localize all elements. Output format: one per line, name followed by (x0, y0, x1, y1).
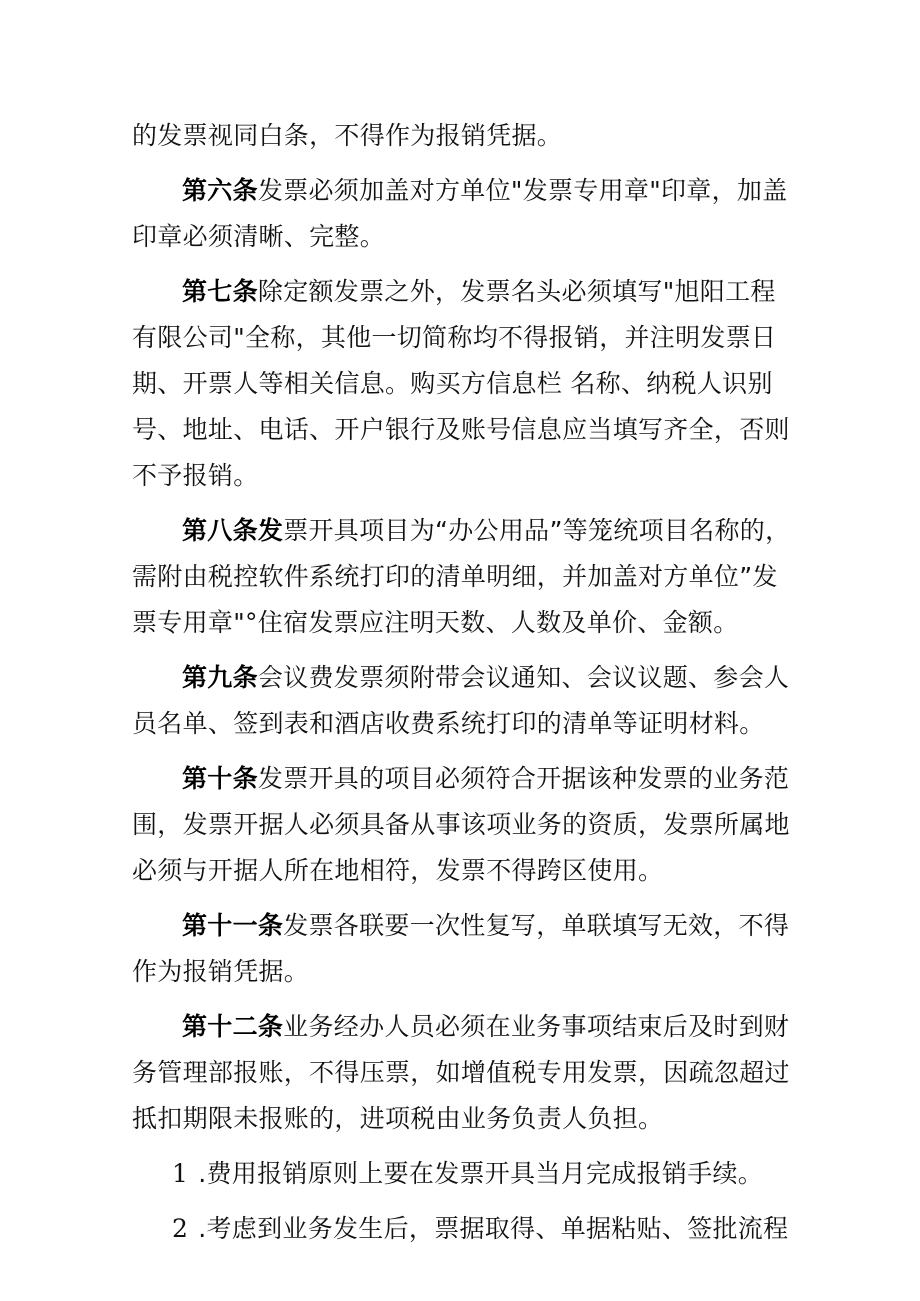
document-body (132, 113, 797, 1252)
article-7 (132, 269, 797, 499)
article-text: 业务经办人员必须在业务事项结束后及时到财务管理部报账，不得压票，如增值税专用发票，因疏忽超过抵扣期限未报账的，进项税由业务负责人负担。 (132, 1012, 790, 1133)
article-text: 发票各联要一次性复写，单联填写无效，不得作为报销凭据。 (132, 911, 790, 986)
list-item-1 (132, 1151, 797, 1197)
article-text: 除定额发票之外，发票名头必须填写"旭阳工程有限公司"全称，其他一切简称均不得报销，并注明发票日期、开票人等相关信息。购买方信息栏 名称、纳税人识别号、地址、电话、开户银行及账号信息应当填写齐全，否则不予报销。 (132, 277, 790, 490)
article-title: 第六条 (182, 176, 258, 205)
article-11 (132, 903, 797, 995)
article-title: 第七条 (182, 277, 258, 306)
continuation-paragraph: 的发票视同白条，不得作为报销凭据。 (132, 121, 563, 150)
article-text: 会议费发票须附带会议通知、会议议题、参会人员名单、签到表和酒店收费系统打印的清单等证明材料。 (132, 663, 790, 738)
article-text: 发票必须加盖对方单位"发票专用章"印章，加盖印章必须清晰、完整。 (132, 176, 788, 251)
article-10 (132, 756, 797, 894)
article-title: 第十二条 (182, 1012, 284, 1041)
article-title: 第十一条 (182, 911, 284, 940)
article-text: 票开具项目为“办公用品”等笼统项目名称的，需附由税控软件系统打印的清单明细，并加盖对方单位”发票专用章"°住宿发票应注明天数、人数及单价、金额。 (132, 516, 791, 637)
article-12 (132, 1004, 797, 1142)
article-title: 第十条 (182, 764, 258, 793)
list-item-2 (132, 1206, 797, 1252)
list-number: 1 (172, 1159, 189, 1188)
article-9 (132, 655, 797, 747)
list-text: .考虑到业务发生后，票据取得、单据粘贴、签批流程 (198, 1214, 789, 1243)
article-title: 第九条 (182, 663, 258, 692)
list-number: 2 (172, 1214, 189, 1243)
article-text: 发票开具的项目必须符合开据该种发票的业务范围，发票开据人必须具备从事该项业务的资质，发票所属地必须与开据人所在地相符，发票不得跨区使用。 (132, 764, 790, 885)
article-6 (132, 168, 797, 260)
list-text: .费用报销原则上要在发票开具当月完成报销手续。 (198, 1159, 764, 1188)
article-8 (132, 508, 797, 646)
article-title: 第八条发 (182, 516, 284, 545)
